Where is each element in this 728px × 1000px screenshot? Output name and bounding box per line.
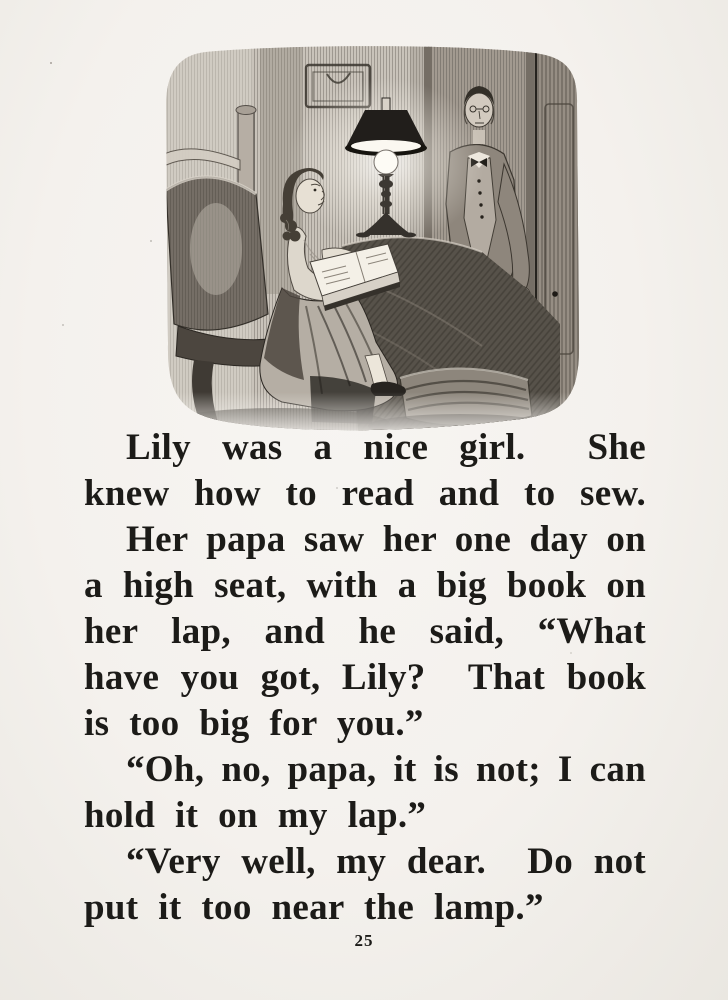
engraving-scene bbox=[160, 44, 584, 436]
story-line-11: put it too near the lamp.” bbox=[84, 887, 544, 928]
story-line-8: “Oh, no, papa, it is not; I can bbox=[126, 749, 646, 790]
story-text bbox=[84, 425, 646, 931]
paper-specks bbox=[50, 62, 52, 64]
story-line-9: hold it on my lap.” bbox=[84, 795, 427, 836]
door-keyhole bbox=[552, 291, 558, 297]
story-line-1: Lily was a nice girl. She bbox=[126, 427, 646, 468]
story-line-4: a high seat, with a big book on bbox=[84, 565, 646, 606]
lamp-globe bbox=[374, 150, 398, 174]
page-number: 25 bbox=[354, 931, 374, 950]
story-line-7: is too big for you.” bbox=[84, 703, 424, 744]
story-line-2: knew how to read and to sew. bbox=[84, 473, 646, 514]
girl-head bbox=[296, 179, 324, 213]
story-illustration bbox=[160, 44, 584, 436]
story-line-6: have you got, Lily? That book bbox=[84, 657, 646, 698]
story-line-3: Her papa saw her one day on bbox=[126, 519, 646, 560]
story-line-5: her lap, and he said, “What bbox=[84, 611, 646, 652]
story-line-10: “Very well, my dear. Do not bbox=[126, 841, 646, 882]
